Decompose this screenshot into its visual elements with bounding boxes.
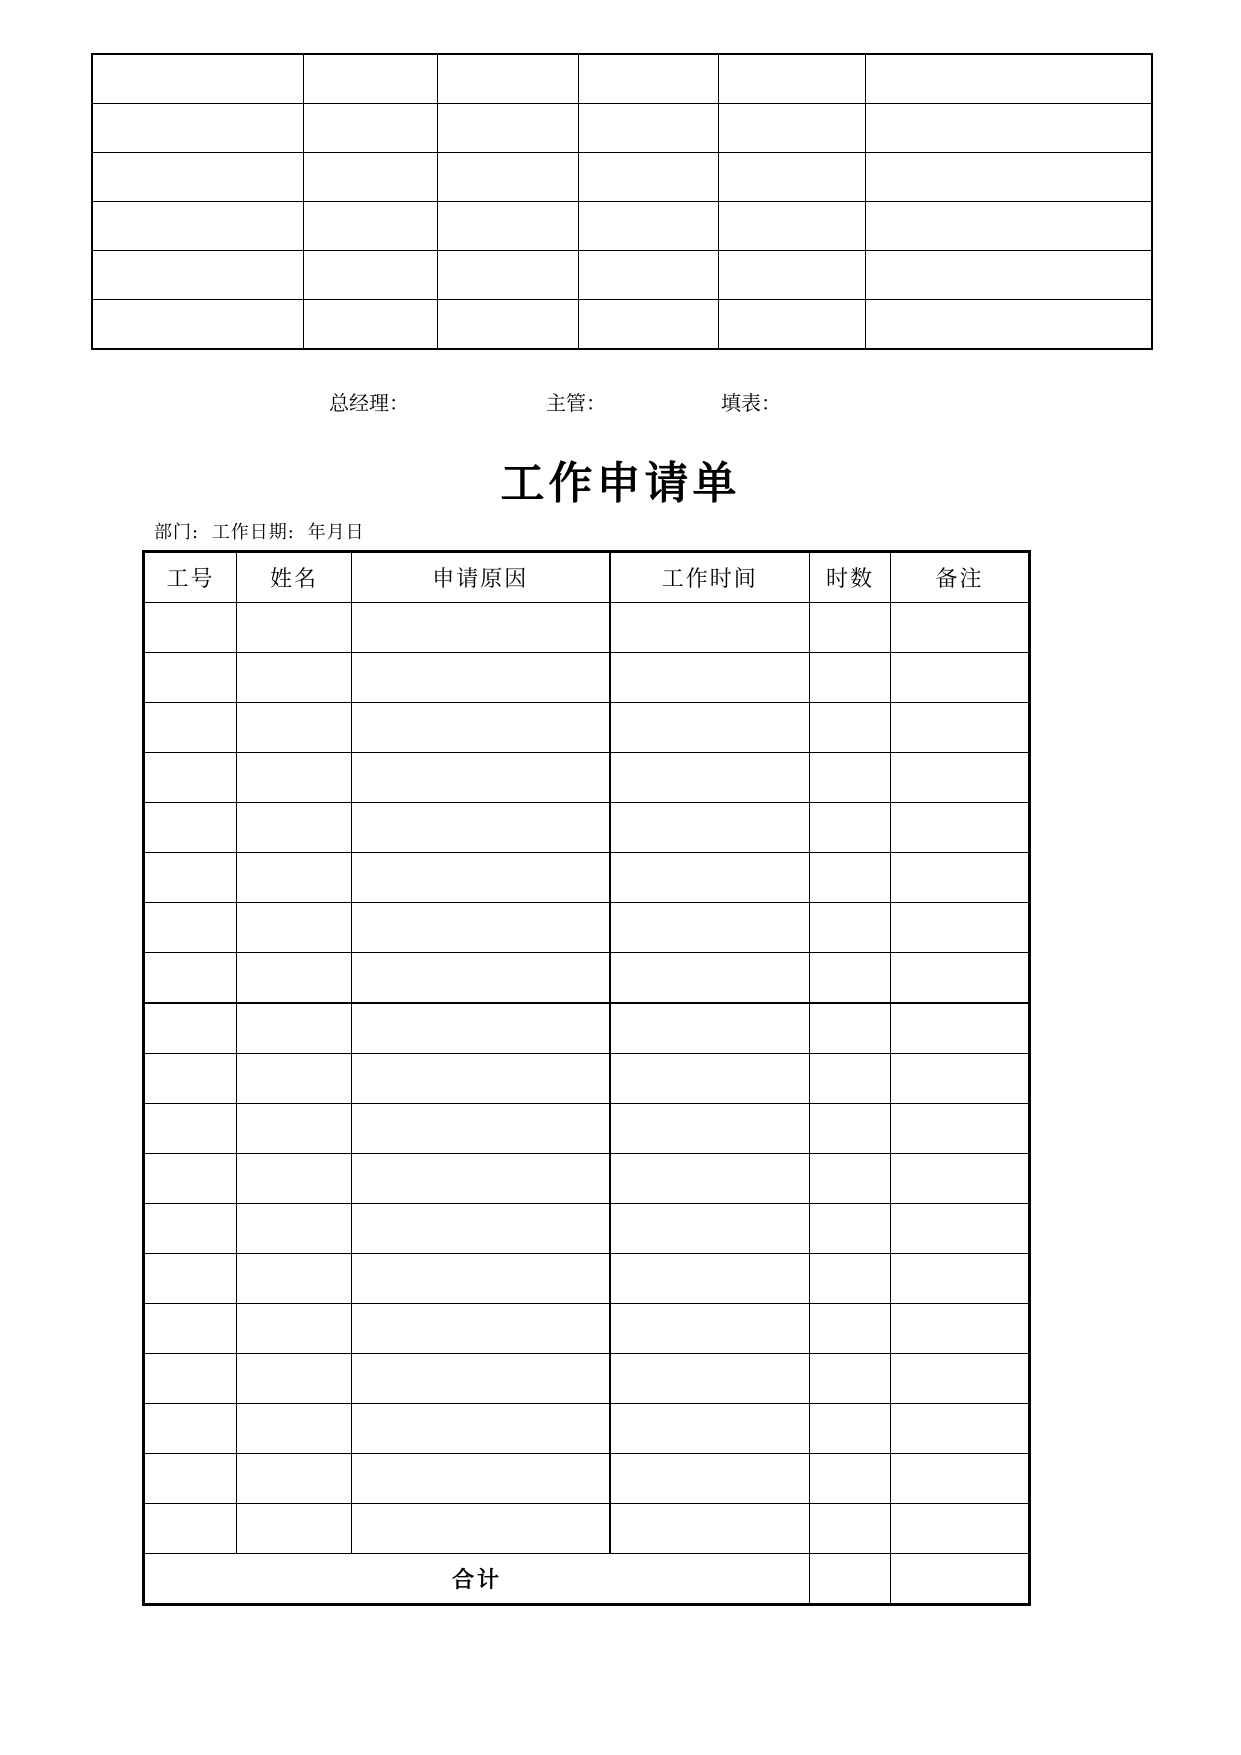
top-table-cell[interactable] (303, 300, 437, 350)
employee-id-cell[interactable] (144, 653, 237, 703)
top-table-cell[interactable] (92, 54, 303, 104)
work-time-cell[interactable] (610, 1154, 810, 1204)
employee-id-cell[interactable] (144, 1204, 237, 1254)
employee-id-cell[interactable] (144, 1454, 237, 1504)
table-body (144, 603, 1030, 1554)
top-table-cell[interactable] (718, 153, 865, 202)
table-row (144, 753, 1030, 803)
reason-cell[interactable] (352, 1504, 610, 1554)
table-header-row (144, 552, 1030, 603)
hours-cell[interactable] (810, 1154, 891, 1204)
name-cell[interactable] (237, 703, 352, 753)
work-time-cell[interactable] (610, 1003, 810, 1054)
top-table-cell[interactable] (718, 202, 865, 251)
top-table-cell[interactable] (718, 54, 865, 104)
top-table-cell[interactable] (92, 104, 303, 153)
employee-id-cell[interactable] (144, 753, 237, 803)
date-format-label: 年月日 (307, 522, 365, 543)
work-time-cell[interactable] (610, 1504, 810, 1554)
table-row (144, 953, 1030, 1004)
top-table-row (92, 104, 1152, 153)
table-row (144, 1003, 1030, 1054)
work-time-cell[interactable] (610, 1304, 810, 1354)
name-cell[interactable] (237, 1003, 352, 1054)
work-time-cell[interactable] (610, 703, 810, 753)
general-manager-label: 总经理： (329, 391, 409, 415)
total-remarks-cell[interactable] (891, 1554, 1030, 1605)
work-time-cell[interactable] (610, 603, 810, 653)
work-time-cell[interactable] (610, 1104, 810, 1154)
remarks-cell[interactable] (891, 603, 1030, 653)
hours-cell[interactable] (810, 903, 891, 953)
header-name: 姓名 (237, 552, 352, 603)
employee-id-cell[interactable] (144, 1504, 237, 1554)
form-title: 工作申请单 (500, 458, 741, 509)
name-cell[interactable] (237, 1354, 352, 1404)
employee-id-cell[interactable] (144, 1054, 237, 1104)
hours-cell[interactable] (810, 1354, 891, 1404)
table-row (144, 853, 1030, 903)
table-row (144, 1404, 1030, 1454)
top-table-cell[interactable] (578, 104, 718, 153)
name-cell[interactable] (237, 1054, 352, 1104)
hours-cell[interactable] (810, 703, 891, 753)
remarks-cell[interactable] (891, 1404, 1030, 1454)
name-cell[interactable] (237, 753, 352, 803)
remarks-cell[interactable] (891, 853, 1030, 903)
remarks-cell[interactable] (891, 1454, 1030, 1504)
remarks-cell[interactable] (891, 903, 1030, 953)
top-table-cell[interactable] (437, 251, 578, 300)
hours-cell[interactable] (810, 1404, 891, 1454)
reason-cell[interactable] (352, 803, 610, 853)
top-table-cell[interactable] (578, 153, 718, 202)
remarks-cell[interactable] (891, 1504, 1030, 1554)
top-table-cell[interactable] (718, 251, 865, 300)
remarks-cell[interactable] (891, 1254, 1030, 1304)
employee-id-cell[interactable] (144, 1104, 237, 1154)
remarks-cell[interactable] (891, 953, 1030, 1004)
hours-cell[interactable] (810, 653, 891, 703)
form-meta-line (154, 521, 371, 545)
table-row (144, 603, 1030, 653)
reason-cell[interactable] (352, 1454, 610, 1504)
work-time-cell[interactable] (610, 903, 810, 953)
employee-id-cell[interactable] (144, 603, 237, 653)
top-table-cell[interactable] (303, 202, 437, 251)
top-table-cell[interactable] (578, 54, 718, 104)
name-cell[interactable] (237, 1254, 352, 1304)
top-table-cell[interactable] (578, 300, 718, 350)
top-table-cell[interactable] (92, 300, 303, 350)
top-table-cell[interactable] (865, 300, 1152, 350)
work-time-cell[interactable] (610, 803, 810, 853)
hours-cell[interactable] (810, 853, 891, 903)
top-table-row (92, 251, 1152, 300)
remarks-cell[interactable] (891, 1054, 1030, 1104)
work-time-cell[interactable] (610, 953, 810, 1004)
reason-cell[interactable] (352, 703, 610, 753)
employee-id-cell[interactable] (144, 1404, 237, 1454)
table-row (144, 653, 1030, 703)
name-cell[interactable] (237, 1504, 352, 1554)
hours-cell[interactable] (810, 1504, 891, 1554)
name-cell[interactable] (237, 1404, 352, 1454)
top-table-cell[interactable] (865, 104, 1152, 153)
employee-id-cell[interactable] (144, 853, 237, 903)
top-table-cell[interactable] (865, 202, 1152, 251)
remarks-cell[interactable] (891, 653, 1030, 703)
hours-cell[interactable] (810, 603, 891, 653)
hours-cell[interactable] (810, 1104, 891, 1154)
remarks-cell[interactable] (891, 1354, 1030, 1404)
remarks-cell[interactable] (891, 1304, 1030, 1354)
work-time-cell[interactable] (610, 1204, 810, 1254)
reason-cell[interactable] (352, 1003, 610, 1054)
name-cell[interactable] (237, 803, 352, 853)
table-row (144, 1254, 1030, 1304)
remarks-cell[interactable] (891, 1154, 1030, 1204)
top-table-cell[interactable] (578, 251, 718, 300)
top-table-cell[interactable] (303, 54, 437, 104)
top-table-row (92, 153, 1152, 202)
top-table-cell[interactable] (92, 251, 303, 300)
table-row (144, 1504, 1030, 1554)
name-cell[interactable] (237, 1454, 352, 1504)
reason-cell[interactable] (352, 1354, 610, 1404)
reason-cell[interactable] (352, 1204, 610, 1254)
table-row (144, 1354, 1030, 1404)
work-time-cell[interactable] (610, 1454, 810, 1504)
top-table-cell[interactable] (303, 153, 437, 202)
table-row (144, 1104, 1030, 1154)
hours-cell[interactable] (810, 1304, 891, 1354)
employee-id-cell[interactable] (144, 1354, 237, 1404)
name-cell[interactable] (237, 853, 352, 903)
work-time-cell[interactable] (610, 853, 810, 903)
top-table-cell[interactable] (303, 104, 437, 153)
reason-cell[interactable] (352, 603, 610, 653)
department-label: 部门: (154, 522, 200, 543)
reason-cell[interactable] (352, 1154, 610, 1204)
top-table-cell[interactable] (92, 153, 303, 202)
reason-cell[interactable] (352, 653, 610, 703)
top-blank-table (91, 53, 1153, 350)
top-table-cell[interactable] (92, 202, 303, 251)
table-row (144, 1054, 1030, 1104)
top-table-body (92, 54, 1152, 349)
reason-cell[interactable] (352, 1054, 610, 1104)
hours-cell[interactable] (810, 1254, 891, 1304)
hours-cell[interactable] (810, 1454, 891, 1504)
table-row (144, 1154, 1030, 1204)
top-table-cell[interactable] (437, 300, 578, 350)
work-application-table (142, 550, 1031, 1606)
top-table-row (92, 300, 1152, 350)
table-row (144, 1204, 1030, 1254)
work-time-cell[interactable] (610, 1404, 810, 1454)
top-table-cell[interactable] (303, 251, 437, 300)
reason-cell[interactable] (352, 1104, 610, 1154)
name-cell[interactable] (237, 1304, 352, 1354)
employee-id-cell[interactable] (144, 1304, 237, 1354)
hours-cell[interactable] (810, 1003, 891, 1054)
top-table-cell[interactable] (718, 104, 865, 153)
table-row (144, 1304, 1030, 1354)
hours-cell[interactable] (810, 1054, 891, 1104)
reason-cell[interactable] (352, 903, 610, 953)
remarks-cell[interactable] (891, 803, 1030, 853)
total-label: 合计 (144, 1554, 810, 1605)
remarks-cell[interactable] (891, 753, 1030, 803)
filled-by-label: 填表： (721, 391, 781, 415)
reason-cell[interactable] (352, 953, 610, 1004)
name-cell[interactable] (237, 603, 352, 653)
work-time-cell[interactable] (610, 753, 810, 803)
employee-id-cell[interactable] (144, 703, 237, 753)
header-remarks: 备注 (891, 552, 1030, 603)
employee-id-cell[interactable] (144, 1003, 237, 1054)
table-row (144, 803, 1030, 853)
top-table-cell[interactable] (865, 54, 1152, 104)
top-table-cell[interactable] (865, 153, 1152, 202)
hours-cell[interactable] (810, 1204, 891, 1254)
name-cell[interactable] (237, 1204, 352, 1254)
name-cell[interactable] (237, 1154, 352, 1204)
employee-id-cell[interactable] (144, 1254, 237, 1304)
reason-cell[interactable] (352, 853, 610, 903)
work-time-cell[interactable] (610, 1054, 810, 1104)
table-row (144, 903, 1030, 953)
work-time-cell[interactable] (610, 1354, 810, 1404)
total-row (144, 1554, 1030, 1605)
table-row (144, 703, 1030, 753)
employee-id-cell[interactable] (144, 803, 237, 853)
work-time-cell[interactable] (610, 653, 810, 703)
hours-cell[interactable] (810, 753, 891, 803)
header-work-time: 工作时间 (610, 552, 810, 603)
name-cell[interactable] (237, 953, 352, 1004)
top-table-cell[interactable] (865, 251, 1152, 300)
name-cell[interactable] (237, 1104, 352, 1154)
employee-id-cell[interactable] (144, 1154, 237, 1204)
hours-cell[interactable] (810, 953, 891, 1004)
remarks-cell[interactable] (891, 1204, 1030, 1254)
top-table-row (92, 54, 1152, 104)
name-cell[interactable] (237, 903, 352, 953)
header-reason: 申请原因 (352, 552, 610, 603)
top-table-cell[interactable] (437, 202, 578, 251)
supervisor-label: 主管： (546, 391, 606, 415)
top-table-cell[interactable] (437, 104, 578, 153)
employee-id-cell[interactable] (144, 953, 237, 1004)
reason-cell[interactable] (352, 1404, 610, 1454)
total-hours-cell[interactable] (810, 1554, 891, 1605)
work-time-cell[interactable] (610, 1254, 810, 1304)
top-table-cell[interactable] (437, 153, 578, 202)
reason-cell[interactable] (352, 753, 610, 803)
hours-cell[interactable] (810, 803, 891, 853)
employee-id-cell[interactable] (144, 903, 237, 953)
top-table-row (92, 202, 1152, 251)
work-date-label: 工作日期: (211, 522, 295, 543)
remarks-cell[interactable] (891, 703, 1030, 753)
header-hours: 时数 (810, 552, 891, 603)
top-table-cell[interactable] (437, 54, 578, 104)
top-table-cell[interactable] (578, 202, 718, 251)
remarks-cell[interactable] (891, 1104, 1030, 1154)
name-cell[interactable] (237, 653, 352, 703)
reason-cell[interactable] (352, 1304, 610, 1354)
header-employee-id: 工号 (144, 552, 237, 603)
table-row (144, 1454, 1030, 1504)
remarks-cell[interactable] (891, 1003, 1030, 1054)
top-table-cell[interactable] (718, 300, 865, 350)
reason-cell[interactable] (352, 1254, 610, 1304)
